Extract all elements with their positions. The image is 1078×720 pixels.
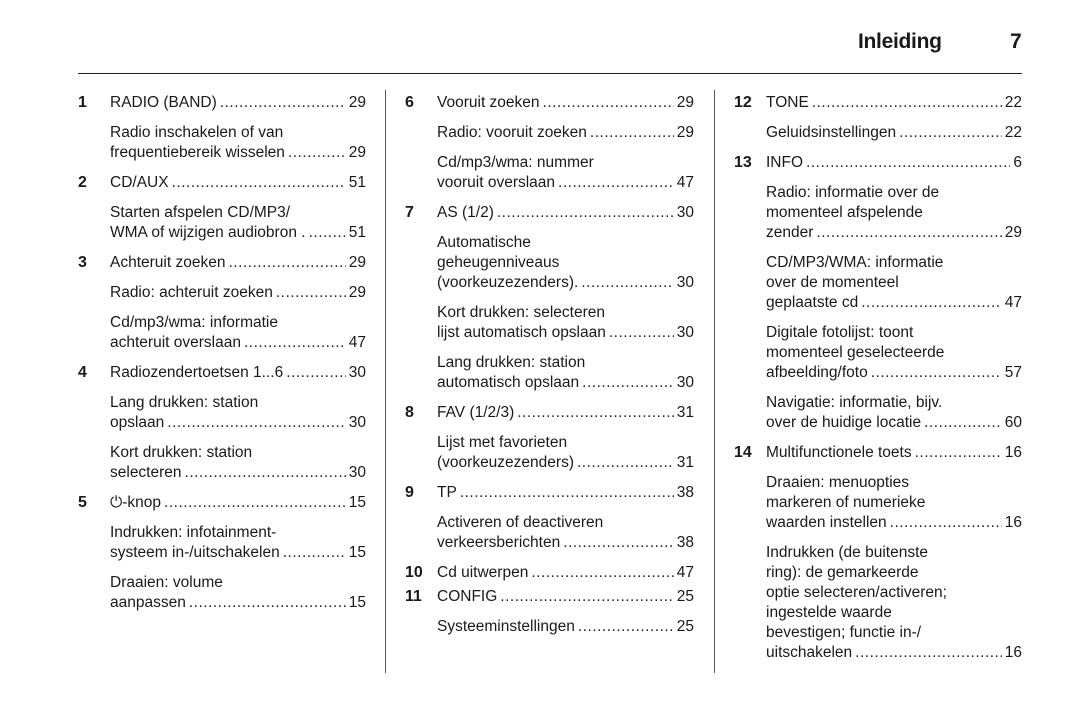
entry-text: optie selecteren/activeren;: [766, 584, 947, 601]
index-entry: [734, 153, 1022, 173]
dot-leader: [581, 273, 673, 293]
header-rule: [78, 73, 1022, 74]
page-reference: 30: [676, 374, 694, 391]
index-entry: [405, 563, 694, 583]
entry-text: ingestelde waarde: [766, 604, 892, 621]
entry-text: over de momenteel: [766, 274, 899, 291]
entry-line: [437, 513, 694, 533]
entry-line: [437, 303, 694, 323]
index-entry: [405, 483, 694, 503]
index-entry: [78, 173, 366, 193]
entry-text: bevestigen; functie in-/: [766, 624, 922, 641]
dot-leader: [812, 93, 1002, 113]
page-reference: 51: [348, 224, 366, 241]
index-subentry: [405, 433, 694, 473]
entry-line: [437, 483, 694, 503]
item-number: 5: [78, 494, 87, 511]
entry-text: uitschakelen: [766, 644, 853, 661]
entry-line: [766, 583, 1022, 603]
index-subentry: [405, 153, 694, 193]
entry-line: [110, 93, 366, 113]
dot-leader: [543, 93, 674, 113]
page-reference: 25: [676, 588, 694, 605]
index-subentry: [734, 183, 1022, 243]
dot-leader: [309, 223, 346, 243]
index-subentry: [405, 303, 694, 343]
page-reference: 47: [676, 564, 694, 581]
page-reference: 47: [348, 334, 366, 351]
entry-line: [766, 413, 1022, 433]
entry-line: [437, 123, 694, 143]
item-number: 7: [405, 204, 414, 221]
page-reference: 15: [348, 494, 366, 511]
entry-text: Cd/mp3/wma: nummer: [437, 154, 594, 171]
entry-line: [110, 283, 366, 303]
dot-leader: [286, 363, 346, 383]
entry-line: [766, 123, 1022, 143]
index-subentry: [78, 443, 366, 483]
entry-text: automatisch opslaan: [437, 374, 580, 391]
entry-line: [110, 543, 366, 563]
dot-leader: [924, 413, 1002, 433]
index-entry: [405, 403, 694, 423]
page-reference: 30: [348, 414, 366, 431]
index-subentry: [78, 283, 366, 303]
entry-text: Lang drukken: station: [437, 354, 586, 371]
entry-text: WMA of wijzigen audiobron .: [110, 224, 306, 241]
entry-line: [766, 323, 1022, 343]
entry-line: [110, 523, 366, 543]
entry-text: verkeersberichten: [437, 534, 561, 551]
entry-line: [437, 273, 694, 293]
entry-text: Kort drukken: selecteren: [437, 304, 606, 321]
entry-text: Radiozendertoetsen 1...6: [110, 364, 284, 381]
page-reference: 47: [676, 174, 694, 191]
index-subentry: [734, 123, 1022, 143]
entry-text: Digitale fotolijst: toont: [766, 324, 914, 341]
entry-text: Vooruit zoeken: [437, 94, 540, 111]
item-number: 11: [405, 588, 422, 605]
dot-leader: [563, 533, 674, 553]
entry-line: [766, 393, 1022, 413]
entry-text: Radio: vooruit zoeken: [437, 124, 587, 141]
index-subentry: [405, 123, 694, 143]
column-2: [405, 93, 694, 647]
page-reference: 15: [348, 544, 366, 561]
page-reference: 30: [676, 274, 694, 291]
entry-line: [110, 173, 366, 193]
dot-leader: [806, 153, 1010, 173]
entry-text: ring): de gemarkeerde: [766, 564, 919, 581]
entry-line: [110, 203, 366, 223]
entry-text: geplaatste cd: [766, 294, 859, 311]
dot-leader: [915, 443, 1002, 463]
entry-text: momenteel geselecteerde: [766, 344, 945, 361]
entry-line: [766, 563, 1022, 583]
entry-text: Geluidsinstellingen: [766, 124, 897, 141]
column-divider-1: [385, 90, 386, 673]
column-1: [78, 93, 366, 623]
entry-line: [110, 443, 366, 463]
entry-line: [766, 603, 1022, 623]
page-reference: 38: [676, 534, 694, 551]
entry-text: Automatische: [437, 234, 531, 251]
entry-text: INFO: [766, 154, 804, 171]
entry-text: zender: [766, 224, 814, 241]
entry-text: AS (1/2): [437, 204, 494, 221]
item-number: 2: [78, 174, 87, 191]
page-reference: 30: [348, 364, 366, 381]
entry-line: [437, 353, 694, 373]
item-number: 13: [734, 154, 752, 171]
page-reference: 31: [676, 454, 694, 471]
page-reference: 22: [1004, 94, 1022, 111]
page-reference: 15: [348, 594, 366, 611]
entry-line: [766, 643, 1022, 663]
entry-line: [437, 173, 694, 193]
dot-leader: [558, 173, 674, 193]
dot-leader: [228, 253, 345, 273]
entry-text: achteruit overslaan: [110, 334, 241, 351]
dot-leader: [288, 143, 346, 163]
entry-line: [437, 533, 694, 553]
entry-line: [110, 463, 366, 483]
entry-text: markeren of numerieke: [766, 494, 926, 511]
dot-leader: [497, 203, 674, 223]
entry-text: frequentiebereik wisselen: [110, 144, 285, 161]
dot-leader: [172, 173, 346, 193]
page-reference: 16: [1004, 444, 1022, 461]
entry-text: CD/MP3/WMA: informatie: [766, 254, 944, 271]
index-entry: [78, 363, 366, 383]
entry-text: over de huidige locatie: [766, 414, 922, 431]
index-subentry: [734, 253, 1022, 313]
page-reference: 29: [348, 144, 366, 161]
page-reference: 30: [676, 324, 694, 341]
index-subentry: [734, 473, 1022, 533]
entry-text: Lijst met favorieten: [437, 434, 568, 451]
entry-line: [110, 143, 366, 163]
entry-line: [437, 253, 694, 273]
page-reference: 22: [1004, 124, 1022, 141]
entry-line: [766, 293, 1022, 313]
dot-leader: [531, 563, 673, 583]
dot-leader: [276, 283, 346, 303]
index-subentry: [405, 617, 694, 637]
entry-text: vooruit overslaan: [437, 174, 556, 191]
entry-line: [766, 443, 1022, 463]
entry-line: [437, 403, 694, 423]
entry-text: momenteel afspelende: [766, 204, 923, 221]
entry-text: selecteren: [110, 464, 182, 481]
entry-text: Indrukken: infotainment-: [110, 524, 277, 541]
entry-line: [437, 323, 694, 343]
entry-text: Radio: achteruit zoeken: [110, 284, 273, 301]
dot-leader: [500, 587, 673, 607]
page-reference: 29: [676, 94, 694, 111]
dot-leader: [220, 93, 346, 113]
entry-text: Radio: informatie over de: [766, 184, 940, 201]
index-entry: [405, 587, 694, 607]
entry-line: [437, 433, 694, 453]
entry-text: Activeren of deactiveren: [437, 514, 604, 531]
entry-line: [110, 593, 366, 613]
item-number: 1: [78, 94, 87, 111]
dot-leader: [460, 483, 674, 503]
page-reference: 29: [348, 94, 366, 111]
entry-line: [437, 233, 694, 253]
page-reference: 60: [1004, 414, 1022, 431]
page-reference: 16: [1004, 514, 1022, 531]
index-subentry: [405, 513, 694, 553]
index-entry: [78, 93, 366, 113]
index-subentry: [734, 393, 1022, 433]
entry-line: [437, 153, 694, 173]
item-number: 14: [734, 444, 752, 461]
item-number: 9: [405, 484, 414, 501]
entry-line: [110, 573, 366, 593]
entry-text: opslaan: [110, 414, 165, 431]
entry-text: Multifunctionele toets: [766, 444, 912, 461]
page-reference: 25: [676, 618, 694, 635]
entry-line: [110, 393, 366, 413]
page-reference: 31: [676, 404, 694, 421]
index-subentry: [78, 313, 366, 353]
entry-text: Achteruit zoeken: [110, 254, 226, 271]
entry-line: [437, 373, 694, 393]
entry-line: [110, 493, 366, 513]
index-subentry: [734, 323, 1022, 383]
entry-line: [110, 123, 366, 143]
entry-text: lijst automatisch opslaan: [437, 324, 606, 341]
entry-text: Draaien: volume: [110, 574, 223, 591]
index-subentry: [734, 543, 1022, 663]
index-entry: [734, 93, 1022, 113]
entry-text: systeem in-/uitschakelen: [110, 544, 280, 561]
entry-text: FAV (1/2/3): [437, 404, 515, 421]
dot-leader: [871, 363, 1002, 383]
item-number: 3: [78, 254, 87, 271]
entry-line: [766, 473, 1022, 493]
entry-line: [110, 253, 366, 273]
entry-line: [110, 363, 366, 383]
page-reference: 30: [676, 204, 694, 221]
dot-leader: [855, 643, 1002, 663]
index-entry: [734, 443, 1022, 463]
entry-text: CONFIG: [437, 588, 498, 605]
item-number: 6: [405, 94, 414, 111]
entry-line: [110, 223, 366, 243]
entry-line: [766, 183, 1022, 203]
index-subentry: [78, 523, 366, 563]
entry-line: [110, 413, 366, 433]
index-entry: [78, 493, 366, 513]
page-reference: 29: [1004, 224, 1022, 241]
page-number: 7: [1010, 30, 1022, 53]
page-header-title: Inleiding: [858, 30, 942, 53]
entry-line: [766, 253, 1022, 273]
column-3: [734, 93, 1022, 673]
page-reference: 29: [348, 254, 366, 271]
entry-text: TP: [437, 484, 457, 501]
entry-text: Radio inschakelen of van: [110, 124, 284, 141]
index-entry: [405, 203, 694, 223]
entry-line: [110, 313, 366, 333]
index-subentry: [78, 203, 366, 243]
entry-line: [766, 363, 1022, 383]
item-number: 8: [405, 404, 414, 421]
entry-text: RADIO (BAND): [110, 94, 217, 111]
entry-line: [437, 563, 694, 583]
entry-line: [766, 153, 1022, 173]
entry-text: Cd/mp3/wma: informatie: [110, 314, 278, 331]
entry-line: [766, 543, 1022, 563]
entry-text: Systeeminstellingen: [437, 618, 575, 635]
dot-leader: [590, 123, 674, 143]
entry-text: Cd uitwerpen: [437, 564, 529, 581]
entry-line: [437, 587, 694, 607]
page-reference: 6: [1013, 154, 1022, 171]
entry-text: CD/AUX: [110, 174, 169, 191]
page-reference: 29: [348, 284, 366, 301]
entry-line: [437, 203, 694, 223]
entry-line: [766, 223, 1022, 243]
page-reference: 29: [676, 124, 694, 141]
entry-line: [766, 93, 1022, 113]
entry-text: Draaien: menuopties: [766, 474, 910, 491]
dot-leader: [816, 223, 1001, 243]
index-entry: [405, 93, 694, 113]
index-subentry: [405, 353, 694, 393]
entry-text: Indrukken (de buitenste: [766, 544, 928, 561]
page-reference: 57: [1004, 364, 1022, 381]
page-reference: 30: [348, 464, 366, 481]
dot-leader: [164, 493, 346, 513]
dot-leader: [899, 123, 1002, 143]
entry-text: (voorkeuzezenders): [437, 454, 574, 471]
dot-leader: [283, 543, 346, 563]
entry-line: [766, 273, 1022, 293]
item-number: 10: [405, 564, 423, 581]
dot-leader: [185, 463, 346, 483]
dot-leader: [861, 293, 1002, 313]
index-entry: [78, 253, 366, 273]
index-subentry: [78, 393, 366, 433]
page-reference: 38: [676, 484, 694, 501]
index-subentry: [405, 233, 694, 293]
index-subentry: [78, 123, 366, 163]
dot-leader: [609, 323, 674, 343]
item-number: 4: [78, 364, 87, 381]
dot-leader: [167, 413, 345, 433]
dot-leader: [578, 617, 674, 637]
entry-line: [766, 623, 1022, 643]
entry-text: (voorkeuzezenders).: [437, 274, 579, 291]
entry-line: [766, 513, 1022, 533]
entry-line: [437, 93, 694, 113]
entry-text: Navigatie: informatie, bijv.: [766, 394, 943, 411]
dot-leader: [582, 373, 674, 393]
entry-text: TONE: [766, 94, 809, 111]
index-subentry: [78, 573, 366, 613]
entry-text: aanpassen: [110, 594, 186, 611]
entry-text: Lang drukken: station: [110, 394, 259, 411]
page-reference: 16: [1004, 644, 1022, 661]
entry-text: ⏻-knop: [110, 494, 162, 511]
entry-line: [110, 333, 366, 353]
dot-leader: [517, 403, 674, 423]
entry-text: geheugenniveaus: [437, 254, 560, 271]
entry-text: Starten afspelen CD/MP3/: [110, 204, 291, 221]
dot-leader: [577, 453, 674, 473]
entry-line: [766, 343, 1022, 363]
entry-line: [437, 617, 694, 637]
dot-leader: [244, 333, 346, 353]
page-reference: 47: [1004, 294, 1022, 311]
entry-text: waarden instellen: [766, 514, 887, 531]
entry-text: Kort drukken: station: [110, 444, 253, 461]
dot-leader: [890, 513, 1002, 533]
item-number: 12: [734, 94, 752, 111]
dot-leader: [189, 593, 346, 613]
page-reference: 51: [348, 174, 366, 191]
entry-line: [437, 453, 694, 473]
entry-line: [766, 493, 1022, 513]
column-divider-2: [714, 90, 715, 673]
entry-text: afbeelding/foto: [766, 364, 868, 381]
entry-line: [766, 203, 1022, 223]
